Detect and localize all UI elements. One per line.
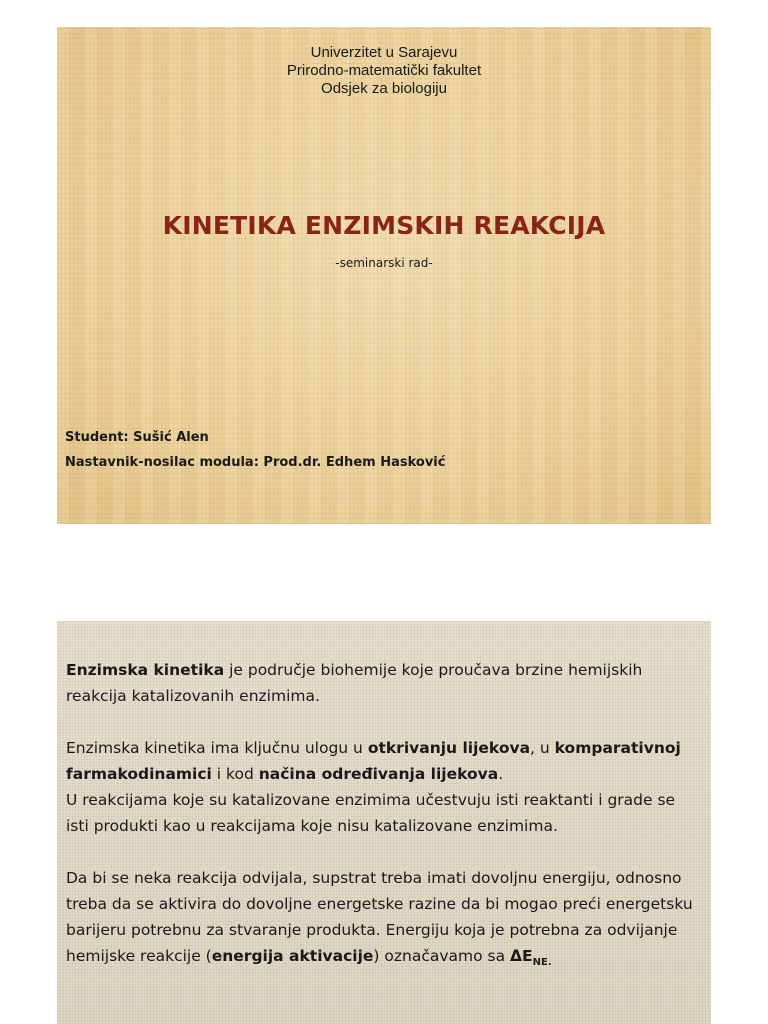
- term-pharmacodynamics: komparativnoj farmakodinamici: [66, 739, 681, 783]
- term-activation-energy: energija aktivacije: [211, 947, 374, 965]
- faculty-name: Prirodno-matematički fakultet: [286, 62, 482, 79]
- paragraph-activation: Da bi se neka reakcija odvijala, supstrat treba imati dovoljnu energiju, odnosno treba da se aktivira do dovoljne energetske razine da bi mogao preći energetsku barijeru potrebnu za stvaranje produkta. Energiju koja je potrebna za odvijanje hemijske reakcije (energija aktivacije) označavamo sa $\Delta E_{NE.}$: [66, 869, 693, 969]
- slide-body: [66, 657, 697, 976]
- term-enzyme-kinetics: Enzimska kinetika: [66, 661, 225, 679]
- paragraph-definition: Enzimska kinetika je područje biohemije koje proučava brzine hemijskih reakcija katalizovanih enzimima.: [66, 661, 643, 705]
- department-name: Odsjek za biologiju: [321, 80, 447, 97]
- page-title: KINETIKA ENZIMSKIH REAKCIJA: [162, 211, 606, 240]
- activation-energy-subscript: NE.: [532, 957, 552, 969]
- content-slide: [57, 621, 711, 1024]
- university-name: Univerzitet u Sarajevu: [310, 44, 458, 61]
- title-slide: [57, 27, 711, 524]
- institution-header: [57, 44, 711, 98]
- author-info: [65, 425, 445, 475]
- term-drug-discovery: otkrivanju lijekova: [367, 739, 531, 757]
- term-drug-determination: načina određivanja lijekova: [258, 765, 499, 783]
- paragraph-reactants: U reakcijama koje su katalizovane enzimima učestvuju isti reaktanti i grade se isti produkti kao u reakcijama koje nisu katalizovane enzimima.: [66, 791, 676, 835]
- teacher-name: Nastavnik-nosilac modula: Prod.dr. Edhem Hasković: [65, 455, 446, 470]
- activation-energy-symbol: ΔE: [510, 947, 533, 965]
- paragraph-role: Enzimska kinetika ima ključnu ulogu u otkrivanju lijekova, u komparativnoj farmakodinamici i kod načina određivanja lijekova.: [66, 739, 681, 783]
- student-name: Student: Sušić Alen: [65, 430, 209, 445]
- page-subtitle: -seminarski rad-: [335, 256, 433, 270]
